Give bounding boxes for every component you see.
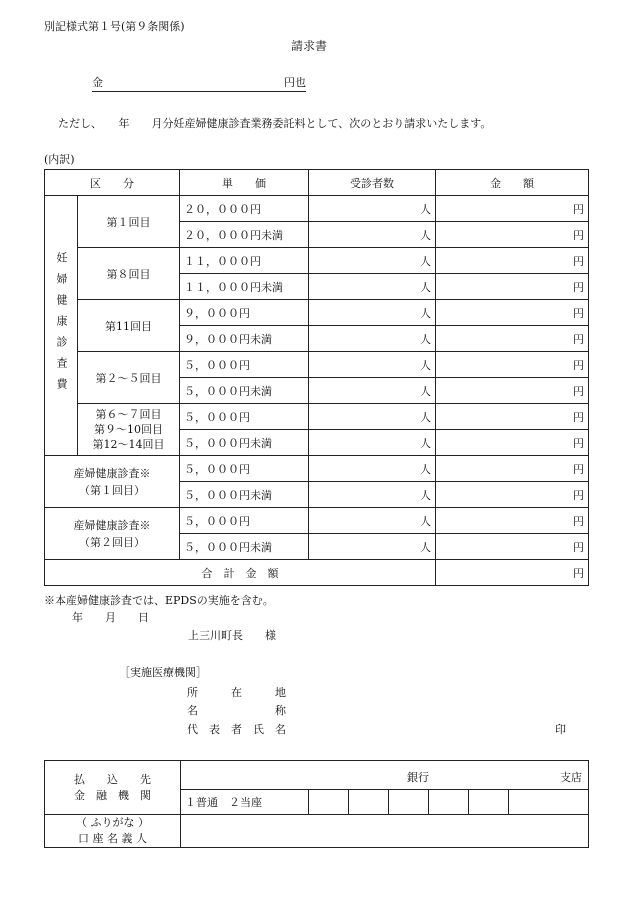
amount-cell: 円 [436,248,589,274]
total-unit: 円 [436,560,589,586]
amount-cell: 円 [436,456,589,482]
count-cell: 人 [309,404,436,430]
category-cell: 第２～５回目 [78,352,180,404]
count-cell: 人 [309,222,436,248]
holder-label: 口 座 名 義 人 [78,832,147,845]
header-count: 受診者数 [309,170,436,196]
bank-row [45,761,589,790]
table-row [45,404,589,430]
account-holder-row [45,815,589,848]
amount-cell: 円 [436,404,589,430]
representative-label: 代 表 者 氏 名 [187,723,286,736]
table-row [45,300,589,326]
header-amount: 金 額 [436,170,589,196]
unit-price-cell: ５，０００円 [180,456,309,482]
amount-cell: 円 [436,430,589,456]
count-cell: 人 [309,196,436,222]
pay-to-line1: 払 込 先 [74,772,151,786]
account-digit-2[interactable] [349,790,389,815]
count-cell: 人 [309,248,436,274]
table-header [45,170,589,196]
addressee: 上三川町長 様 [188,629,276,642]
bank-name-field[interactable] [181,761,589,790]
unit-price-cell: ９，０００円未満 [180,326,309,352]
holder-name-field[interactable] [181,815,589,848]
branch-suffix: 支店 [560,771,583,784]
count-cell: 人 [309,326,436,352]
count-cell: 人 [309,508,436,534]
unit-price-cell: ５，０００円 [180,508,309,534]
unit-price-cell: ５，０００円未満 [180,378,309,404]
category-cell: 第６～７回目 第９～10回目 第12～14回目 [78,404,180,456]
table-row [45,508,589,534]
pay-to-line2: 金 融 機 関 [74,788,151,802]
holder-label-cell [45,815,181,848]
breakdown-table [44,169,589,586]
unit-price-cell: ２０，０００円 [180,196,309,222]
note-text: ※本産婦健康診査では、EPDSの実施を含む。 [44,594,274,607]
proviso-text: ただし、 年 月分妊産婦健康診査業務委託料として、次のとおり請求いたします。 [58,117,492,130]
unit-price-cell: １１，０００円 [180,248,309,274]
account-digit-5[interactable] [469,790,509,815]
unit-price-cell: ２０，０００円未満 [180,222,309,248]
form-id: 別記様式第１号(第９条関係) [44,20,185,33]
group-label: 妊婦健康診査費 [45,196,78,456]
amount-suffix: 円也 [284,76,306,89]
account-digit-3[interactable] [389,790,429,815]
unit-price-cell: ９，０００円 [180,300,309,326]
breakdown-label: (内訳) [44,153,75,166]
account-digit-4[interactable] [429,790,469,815]
bank-table [44,760,589,848]
address-label: 所 在 地 [187,686,286,699]
amount-cell: 円 [436,274,589,300]
amount-cell: 円 [436,222,589,248]
count-cell: 人 [309,482,436,508]
name-label: 名 称 [187,704,286,717]
institution-label: ［実施医療機関］ [119,666,207,679]
date-line: 年 月 日 [72,611,149,624]
unit-price-cell: １１，０００円未満 [180,274,309,300]
page-title: 請求書 [291,39,328,53]
account-digit-1[interactable] [309,790,349,815]
amount-cell: 円 [436,378,589,404]
amount-cell: 円 [436,300,589,326]
unit-price-cell: ５，０００円未満 [180,482,309,508]
table-row [45,352,589,378]
count-cell: 人 [309,534,436,560]
bank-suffix: 銀行 [407,771,429,784]
unit-price-cell: ５，０００円未満 [180,534,309,560]
count-cell: 人 [309,430,436,456]
unit-price-cell: ５，０００円未満 [180,430,309,456]
category-cell: 第８回目 [78,248,180,300]
amount-cell: 円 [436,508,589,534]
header-price: 単 価 [180,170,309,196]
amount-cell: 円 [436,482,589,508]
amount-prefix: 金 [92,76,103,89]
category-cell: 産婦健康診査※ （第２回目） [45,508,180,560]
account-digit-6[interactable] [509,790,589,815]
count-cell: 人 [309,352,436,378]
amount-cell: 円 [436,196,589,222]
amount-cell: 円 [436,326,589,352]
count-cell: 人 [309,456,436,482]
amount-cell: 円 [436,352,589,378]
unit-price-cell: ５，０００円 [180,404,309,430]
seal-mark: 印 [555,723,566,736]
amount-cell: 円 [436,534,589,560]
amount-line [92,77,306,92]
total-label: 合 計 金 額 [45,560,436,586]
table-row [45,248,589,274]
category-cell: 産婦健康診査※ （第１回目） [45,456,180,508]
pay-to-label [45,761,181,815]
header-category: 区 分 [45,170,180,196]
count-cell: 人 [309,300,436,326]
table-row [45,196,589,222]
account-type-field[interactable]: １普通 ２当座 [181,790,309,815]
count-cell: 人 [309,378,436,404]
total-row [45,560,589,586]
unit-price-cell: ５，０００円 [180,352,309,378]
category-cell: 第11回目 [78,300,180,352]
category-cell: 第１回目 [78,196,180,248]
table-row [45,456,589,482]
furigana-label: （ ふりがな ） [76,816,149,829]
count-cell: 人 [309,274,436,300]
